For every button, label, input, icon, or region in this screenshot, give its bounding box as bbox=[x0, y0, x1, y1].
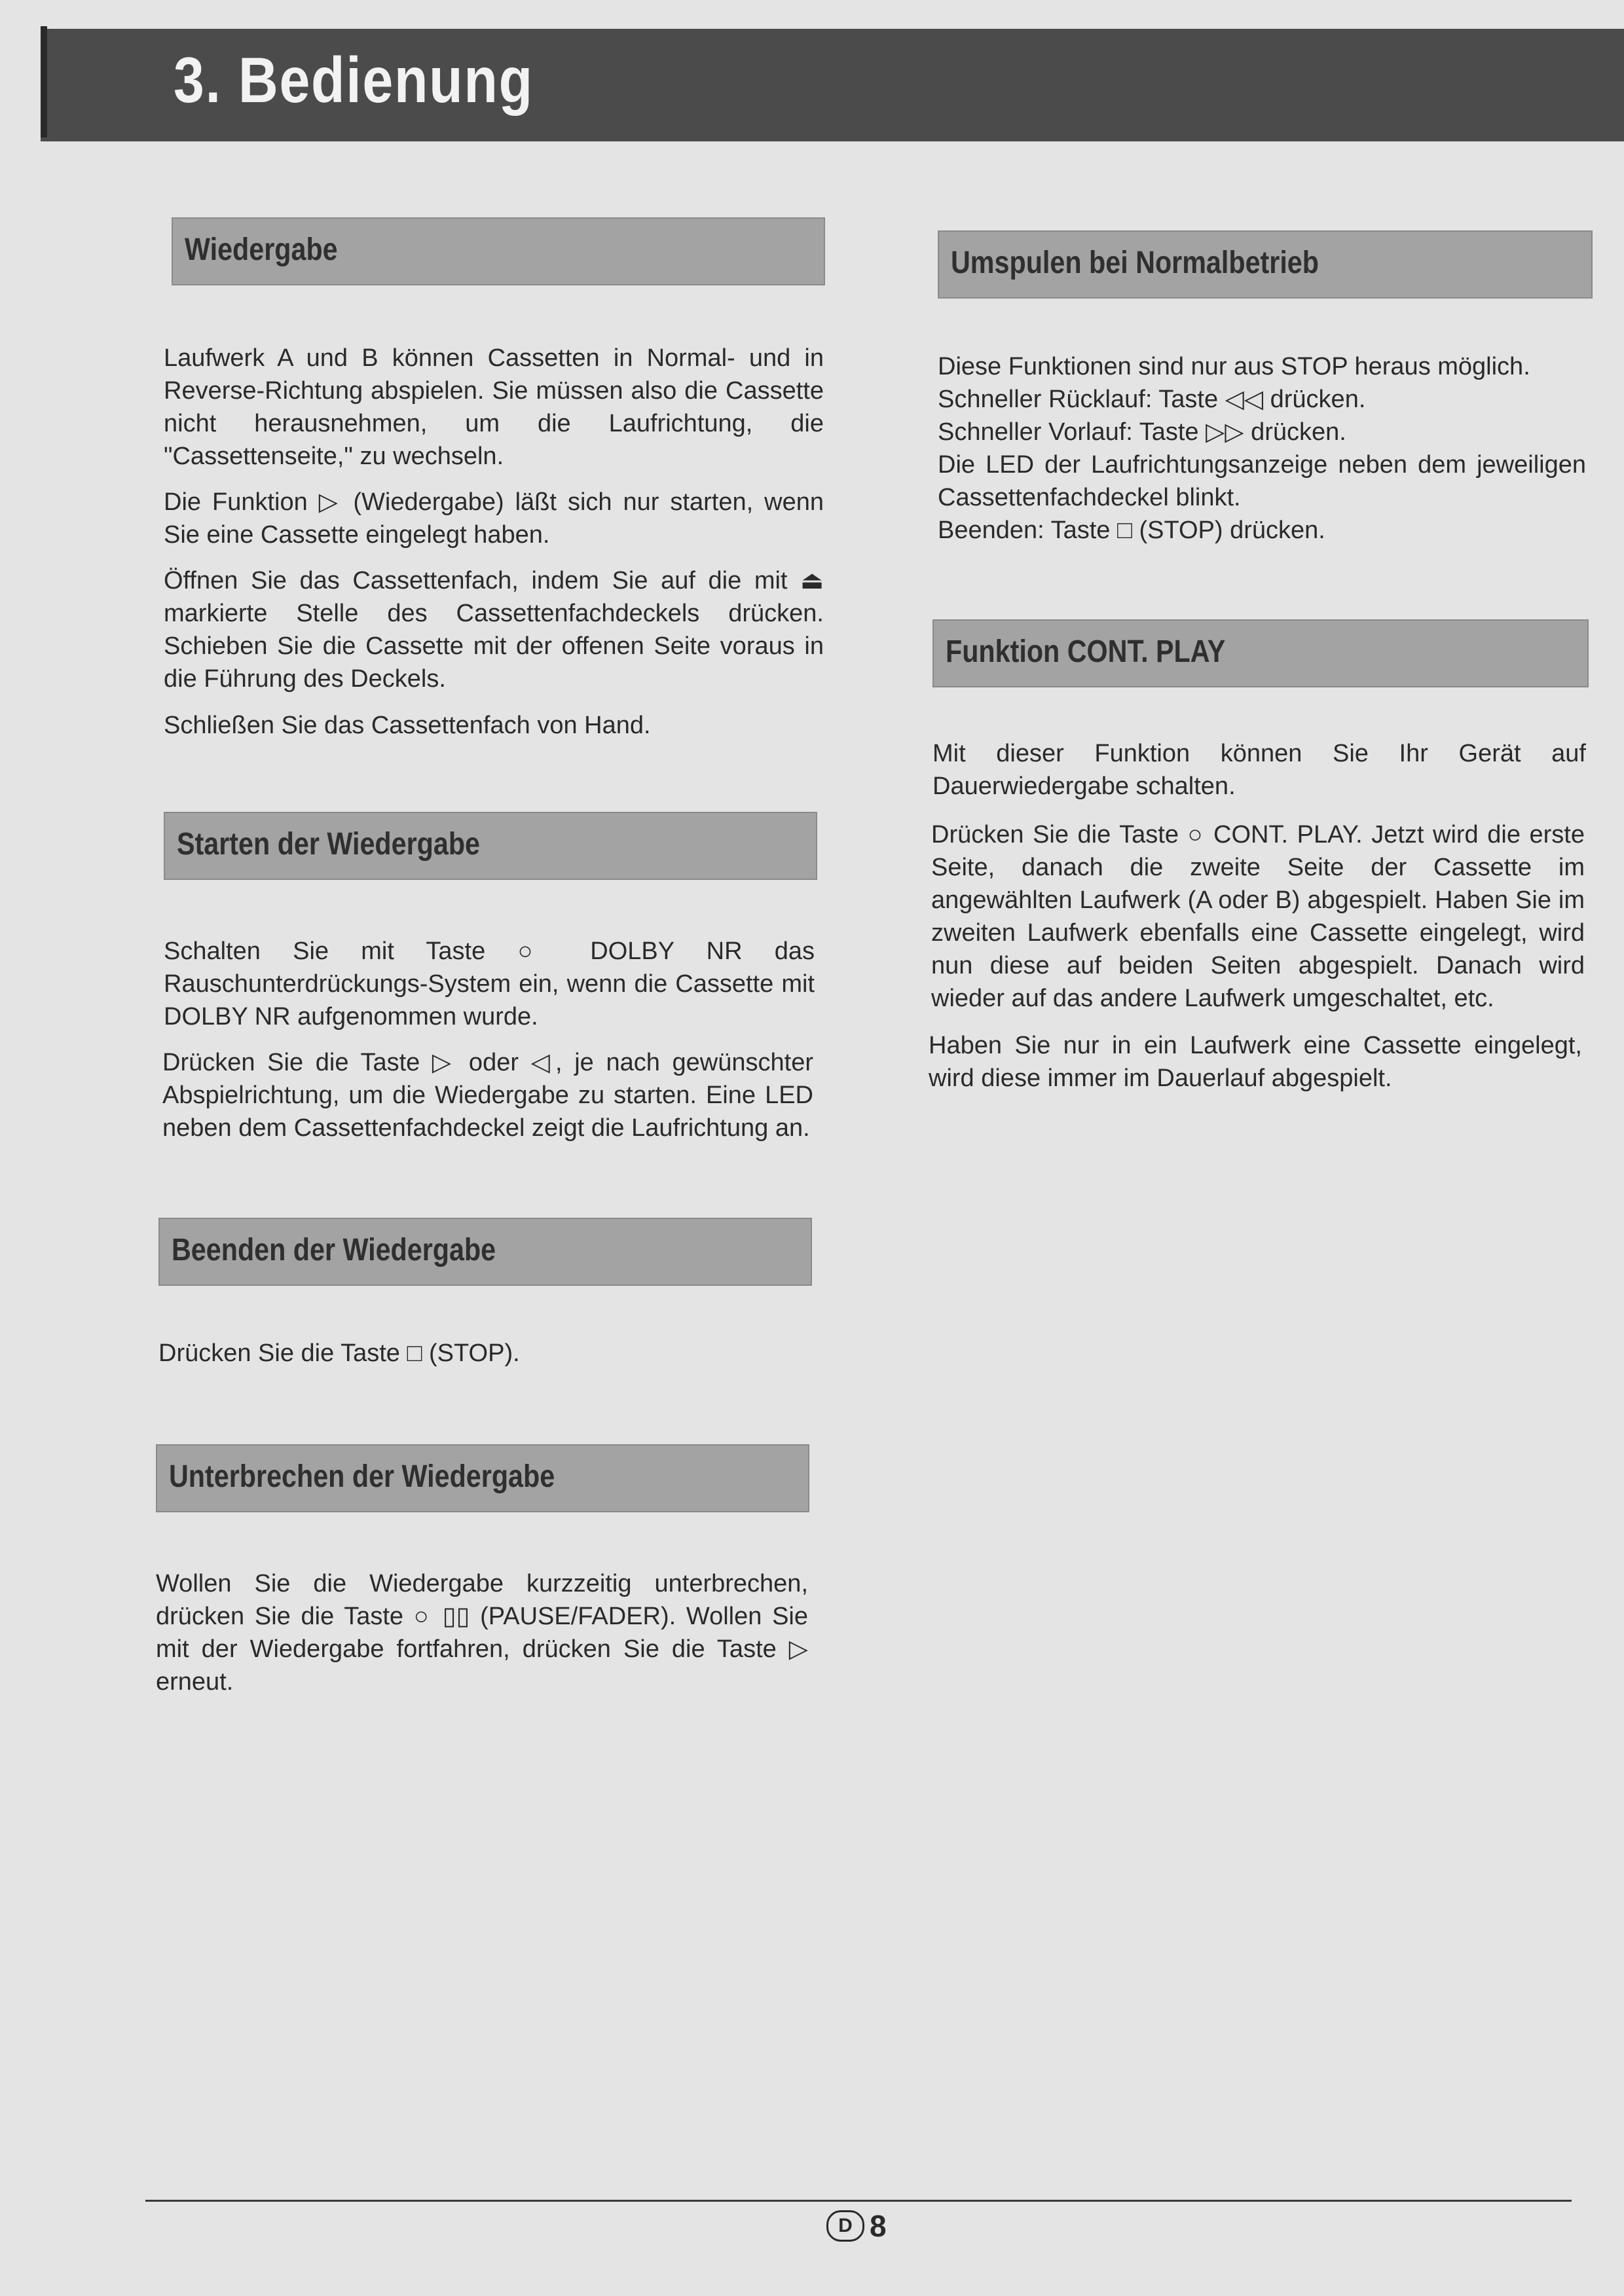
paragraph: Öffnen Sie das Cassettenfach, indem Sie auf die mit ⏏ markierte Stelle des Cassettenfachdeckels drücken. Schieben Sie die Cassette mit der offenen Seite voraus in die Führung des Deckels. bbox=[164, 567, 824, 693]
section-heading-text: Beenden der Wiedergabe bbox=[172, 1233, 496, 1267]
section-heading-unterbrechen bbox=[156, 1444, 809, 1512]
paragraph: Die Funktion ▷ (Wiedergabe) läßt sich nur starten, wenn Sie eine Cassette eingelegt haben. bbox=[164, 488, 824, 549]
text-line: Schneller Rücklauf: Taste ◁◁ drücken. bbox=[938, 386, 1366, 413]
section-heading-cont-play bbox=[932, 619, 1589, 687]
chapter-title: 3. Bedienung bbox=[174, 44, 534, 116]
section-heading-text: Unterbrechen der Wiedergabe bbox=[169, 1459, 555, 1494]
banner-edge-decoration bbox=[41, 26, 47, 137]
paragraph: Mit dieser Funktion können Sie Ihr Gerät auf Dauerwiedergabe schalten. bbox=[932, 740, 1586, 800]
section-heading-wiedergabe bbox=[172, 217, 825, 285]
section-heading-text: Wiedergabe bbox=[185, 232, 338, 267]
section-heading-text: Umspulen bei Normalbetrieb bbox=[951, 246, 1319, 280]
text-line: Die LED der Laufrichtungsanzeige neben dem jeweiligen Cassettenfachdeckel blinkt. bbox=[938, 451, 1586, 511]
section-heading-beenden bbox=[158, 1218, 812, 1286]
footer-rule bbox=[145, 2200, 1572, 2202]
paragraph: Schalten Sie mit Taste ○ DOLBY NR das Rauschunterdrückungs-System ein, wenn die Cassette mit DOLBY NR aufgenommen wurde. bbox=[164, 938, 815, 1030]
page-number-text: 8 bbox=[870, 2209, 887, 2243]
text-line: Diese Funktionen sind nur aus STOP heraus möglich. bbox=[938, 353, 1530, 380]
paragraph: Drücken Sie die Taste □ (STOP). bbox=[158, 1339, 520, 1367]
text-line: Schneller Vorlauf: Taste ▷▷ drücken. bbox=[938, 418, 1346, 446]
paragraph: Drücken Sie die Taste ▷ oder ◁, je nach gewünschter Abspielrichtung, um die Wiedergabe zu starten. Eine LED neben dem Cassettenfachdeckel zeigt die Laufrichtung an. bbox=[162, 1049, 813, 1142]
language-badge: D bbox=[826, 2210, 864, 2242]
section-heading-umspulen bbox=[938, 230, 1593, 299]
paragraph: Haben Sie nur in ein Laufwerk eine Cassette eingelegt, wird diese immer im Dauerlauf abgespielt. bbox=[929, 1032, 1582, 1092]
paragraph: Laufwerk A und B können Cassetten in Normal- und in Reverse-Richtung abspielen. Sie müssen also die Cassette nicht herausnehmen, um die Laufrichtung, die "Cassettenseite," zu wechseln. bbox=[164, 344, 824, 470]
text-line: Beenden: Taste □ (STOP) drücken. bbox=[938, 517, 1325, 544]
section-heading-text: Starten der Wiedergabe bbox=[177, 827, 481, 862]
paragraph: Drücken Sie die Taste ○ CONT. PLAY. Jetzt wird die erste Seite, danach die zweite Seite der Cassette im angewählten Laufwerk (A oder B) abgespielt. Haben Sie im zweiten Laufwerk ebenfalls eine Cassette eingelegt, wird nun diese auf beiden Seiten abgespielt. Danach wird wieder auf das andere Laufwerk umgeschaltet, etc. bbox=[931, 821, 1585, 1012]
section-heading-starten bbox=[164, 812, 817, 880]
paragraph: Schließen Sie das Cassettenfach von Hand. bbox=[164, 712, 651, 739]
paragraph: Wollen Sie die Wiedergabe kurzzeitig unterbrechen, drücken Sie die Taste ○ ▯▯ (PAUSE/FADER). Wollen Sie mit der Wiedergabe fortfahren, drücken Sie die Taste ▷ erneut. bbox=[156, 1570, 808, 1696]
paragraph-umspulen bbox=[938, 350, 1586, 547]
section-heading-text: Funktion CONT. PLAY bbox=[946, 634, 1226, 669]
page-number bbox=[826, 2206, 887, 2246]
